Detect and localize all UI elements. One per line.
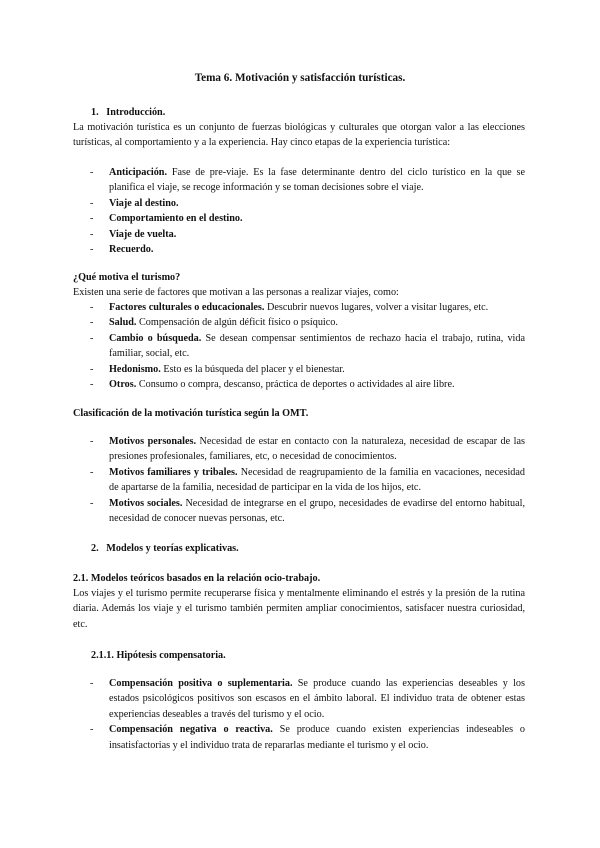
list-item: - Otros. Consumo o compra, descanso, práctica de deportes o actividades al aire libre.: [90, 379, 455, 391]
compensacion-list: [73, 676, 525, 753]
list-item: - Viaje de vuelta.: [90, 228, 177, 240]
section-heading-omt: Clasificación de la motivación turística según la OMT.: [73, 408, 309, 419]
list-item: - Hedonismo. Esto es la búsqueda del placer y el bienestar.: [90, 363, 345, 375]
list-item: - Compensación negativa o reactiva. Se produce cuando existen experiencias indeseables o insatisfactorias y el individuo trata de repararlas mediante el turismo y el ocio.: [90, 724, 525, 751]
section-heading-que-motiva: ¿Qué motiva el turismo?: [73, 272, 181, 283]
list-item: - Comportamiento en el destino.: [90, 213, 243, 225]
list-item: - Motivos personales. Necesidad de estar en contacto con la naturaleza, necesidad de escapar de las presiones profesionales, familiares, etc, o necesidad de conocimientos.: [90, 436, 525, 463]
list-item: - Anticipación. Fase de pre-viaje. Es la fase determinante dentro del ciclo turístico en la que se planifica el viaje, se recoge información y se toman decisiones sobre el viaje.: [90, 167, 525, 194]
ocio-trabajo-paragraph: Los viajes y el turismo permite recuperarse física y mentalmente eliminando el estrés y la presión de la rutina diaria. Además los viaje y el turismo también permiten ampliar conocimientos, satisfacer nuestra curiosidad, etc.: [73, 588, 525, 630]
subsubsection-heading-hipotesis: 2.1.1. Hipótesis compensatoria.: [91, 650, 226, 661]
list-item: - Motivos sociales. Necesidad de integrarse en el grupo, necesidades de evadirse del entorno habitual, necesidad de conocer nuevas personas, etc.: [90, 497, 526, 525]
list-item: - Compensación positiva o suplementaria. Se produce cuando las experiencias deseables y los estados psicológicos positivos son escasos en el ámbito laboral. El individuo trata de obtener estas experiencias deseables a través del turismo y el ocio.: [90, 678, 525, 720]
list-item: - Viaje al destino.: [90, 197, 179, 209]
list-item: - Factores culturales o educacionales. Descubrir nuevos lugares, volver a visitar lugares, etc.: [90, 302, 489, 313]
section-heading-modelos: 2. Modelos y teorías explicativas.: [91, 543, 239, 554]
subsection-heading-ocio-trabajo: 2.1. Modelos teóricos basados en la relación ocio-trabajo.: [73, 573, 321, 584]
stages-list: [73, 165, 525, 257]
factors-list: [73, 300, 525, 392]
page-title: Tema 6. Motivación y satisfacción turísticas.: [194, 72, 406, 84]
motiva-intro: Existen una serie de factores que motivan a las personas a realizar viajes, como:: [73, 287, 399, 298]
list-item: - Cambio o búsqueda. Se desean compensar sentimientos de rechazo hacia el trabajo, rutina, vida familiar, social, etc.: [90, 332, 525, 360]
list-item: - Salud. Compensación de algún déficit físico o psíquico.: [90, 317, 338, 329]
section-heading-introduccion: 1. Introducción.: [91, 107, 166, 118]
intro-paragraph: La motivación turística es un conjunto de fuerzas biológicas y culturales que otorgan valor a las elecciones turísticas, al comportamiento y a la experiencia. Hay cinco etapas de la experiencia turística:: [73, 122, 525, 149]
list-item: - Recuerdo.: [90, 244, 154, 256]
list-item: - Motivos familiares y tribales. Necesidad de reagrupamiento de la familia en vacaciones, necesidad de apartarse de la familia, necesidad de participar en la vida de los hijos, etc.: [90, 466, 525, 494]
omt-list: [73, 434, 525, 526]
